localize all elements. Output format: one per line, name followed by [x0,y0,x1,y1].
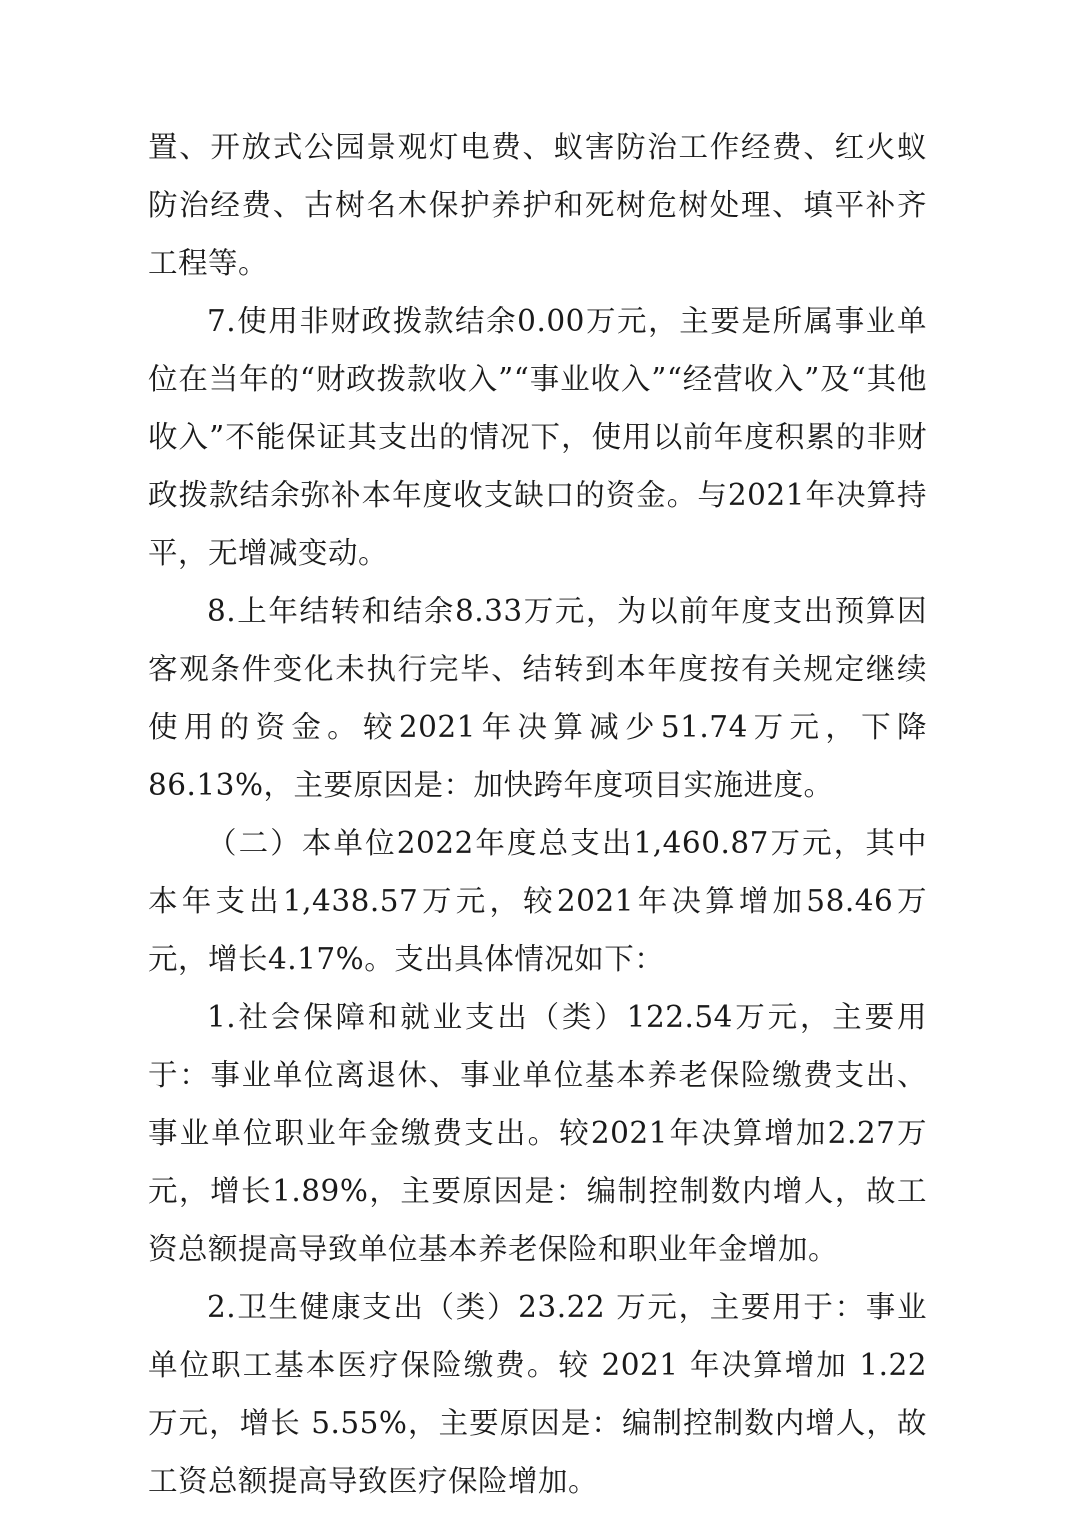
document-body [148,118,927,1510]
paragraph-item-8-carryover-balance: 8.上年结转和结余8.33万元，为以前年度支出预算因客观条件变化未执行完毕、结转到本年度按有关规定继续使用的资金。较2021年决算减少51.74万元，下降86.13%，主要原因是：加快跨年度项目实施进度。 [148,594,927,802]
paragraph-item-1-social-security-employment: 1.社会保障和就业支出（类）122.54万元，主要用于：事业单位离退休、事业单位基本养老保险缴费支出、事业单位职业年金缴费支出。较2021年决算增加2.27万元，增长1.89%，主要原因是：编制控制数内增人，故工资总额提高导致单位基本养老保险和职业年金增加。 [148,1000,927,1266]
paragraph-section-2-total-expenditure: （二）本单位2022年度总支出1,460.87万元，其中本年支出1,438.57万元，较2021年决算增加58.46万元，增长4.17%。支出具体情况如下： [148,826,927,976]
paragraph-continued-landscape-items: 置、开放式公园景观灯电费、蚁害防治工作经费、红火蚁防治经费、古树名木保护养护和死树危树处理、填平补齐工程等。 [148,130,927,280]
paragraph-item-7-non-fiscal-balance: 7.使用非财政拨款结余0.00万元，主要是所属事业单位在当年的“财政拨款收入”“事业收入”“经营收入”及“其他收入”不能保证其支出的情况下，使用以前年度积累的非财政拨款结余弥补本年度收支缺口的资金。与2021年决算持平，无增减变动。 [148,304,927,570]
paragraph-item-2-health-expenditure: 2.卫生健康支出（类）23.22 万元，主要用于：事业单位职工基本医疗保险缴费。较 2021 年决算增加 1.22 万元，增长 5.55%，主要原因是：编制控制数内增人，故工资总额提高导致医疗保险增加。 [148,1290,927,1498]
